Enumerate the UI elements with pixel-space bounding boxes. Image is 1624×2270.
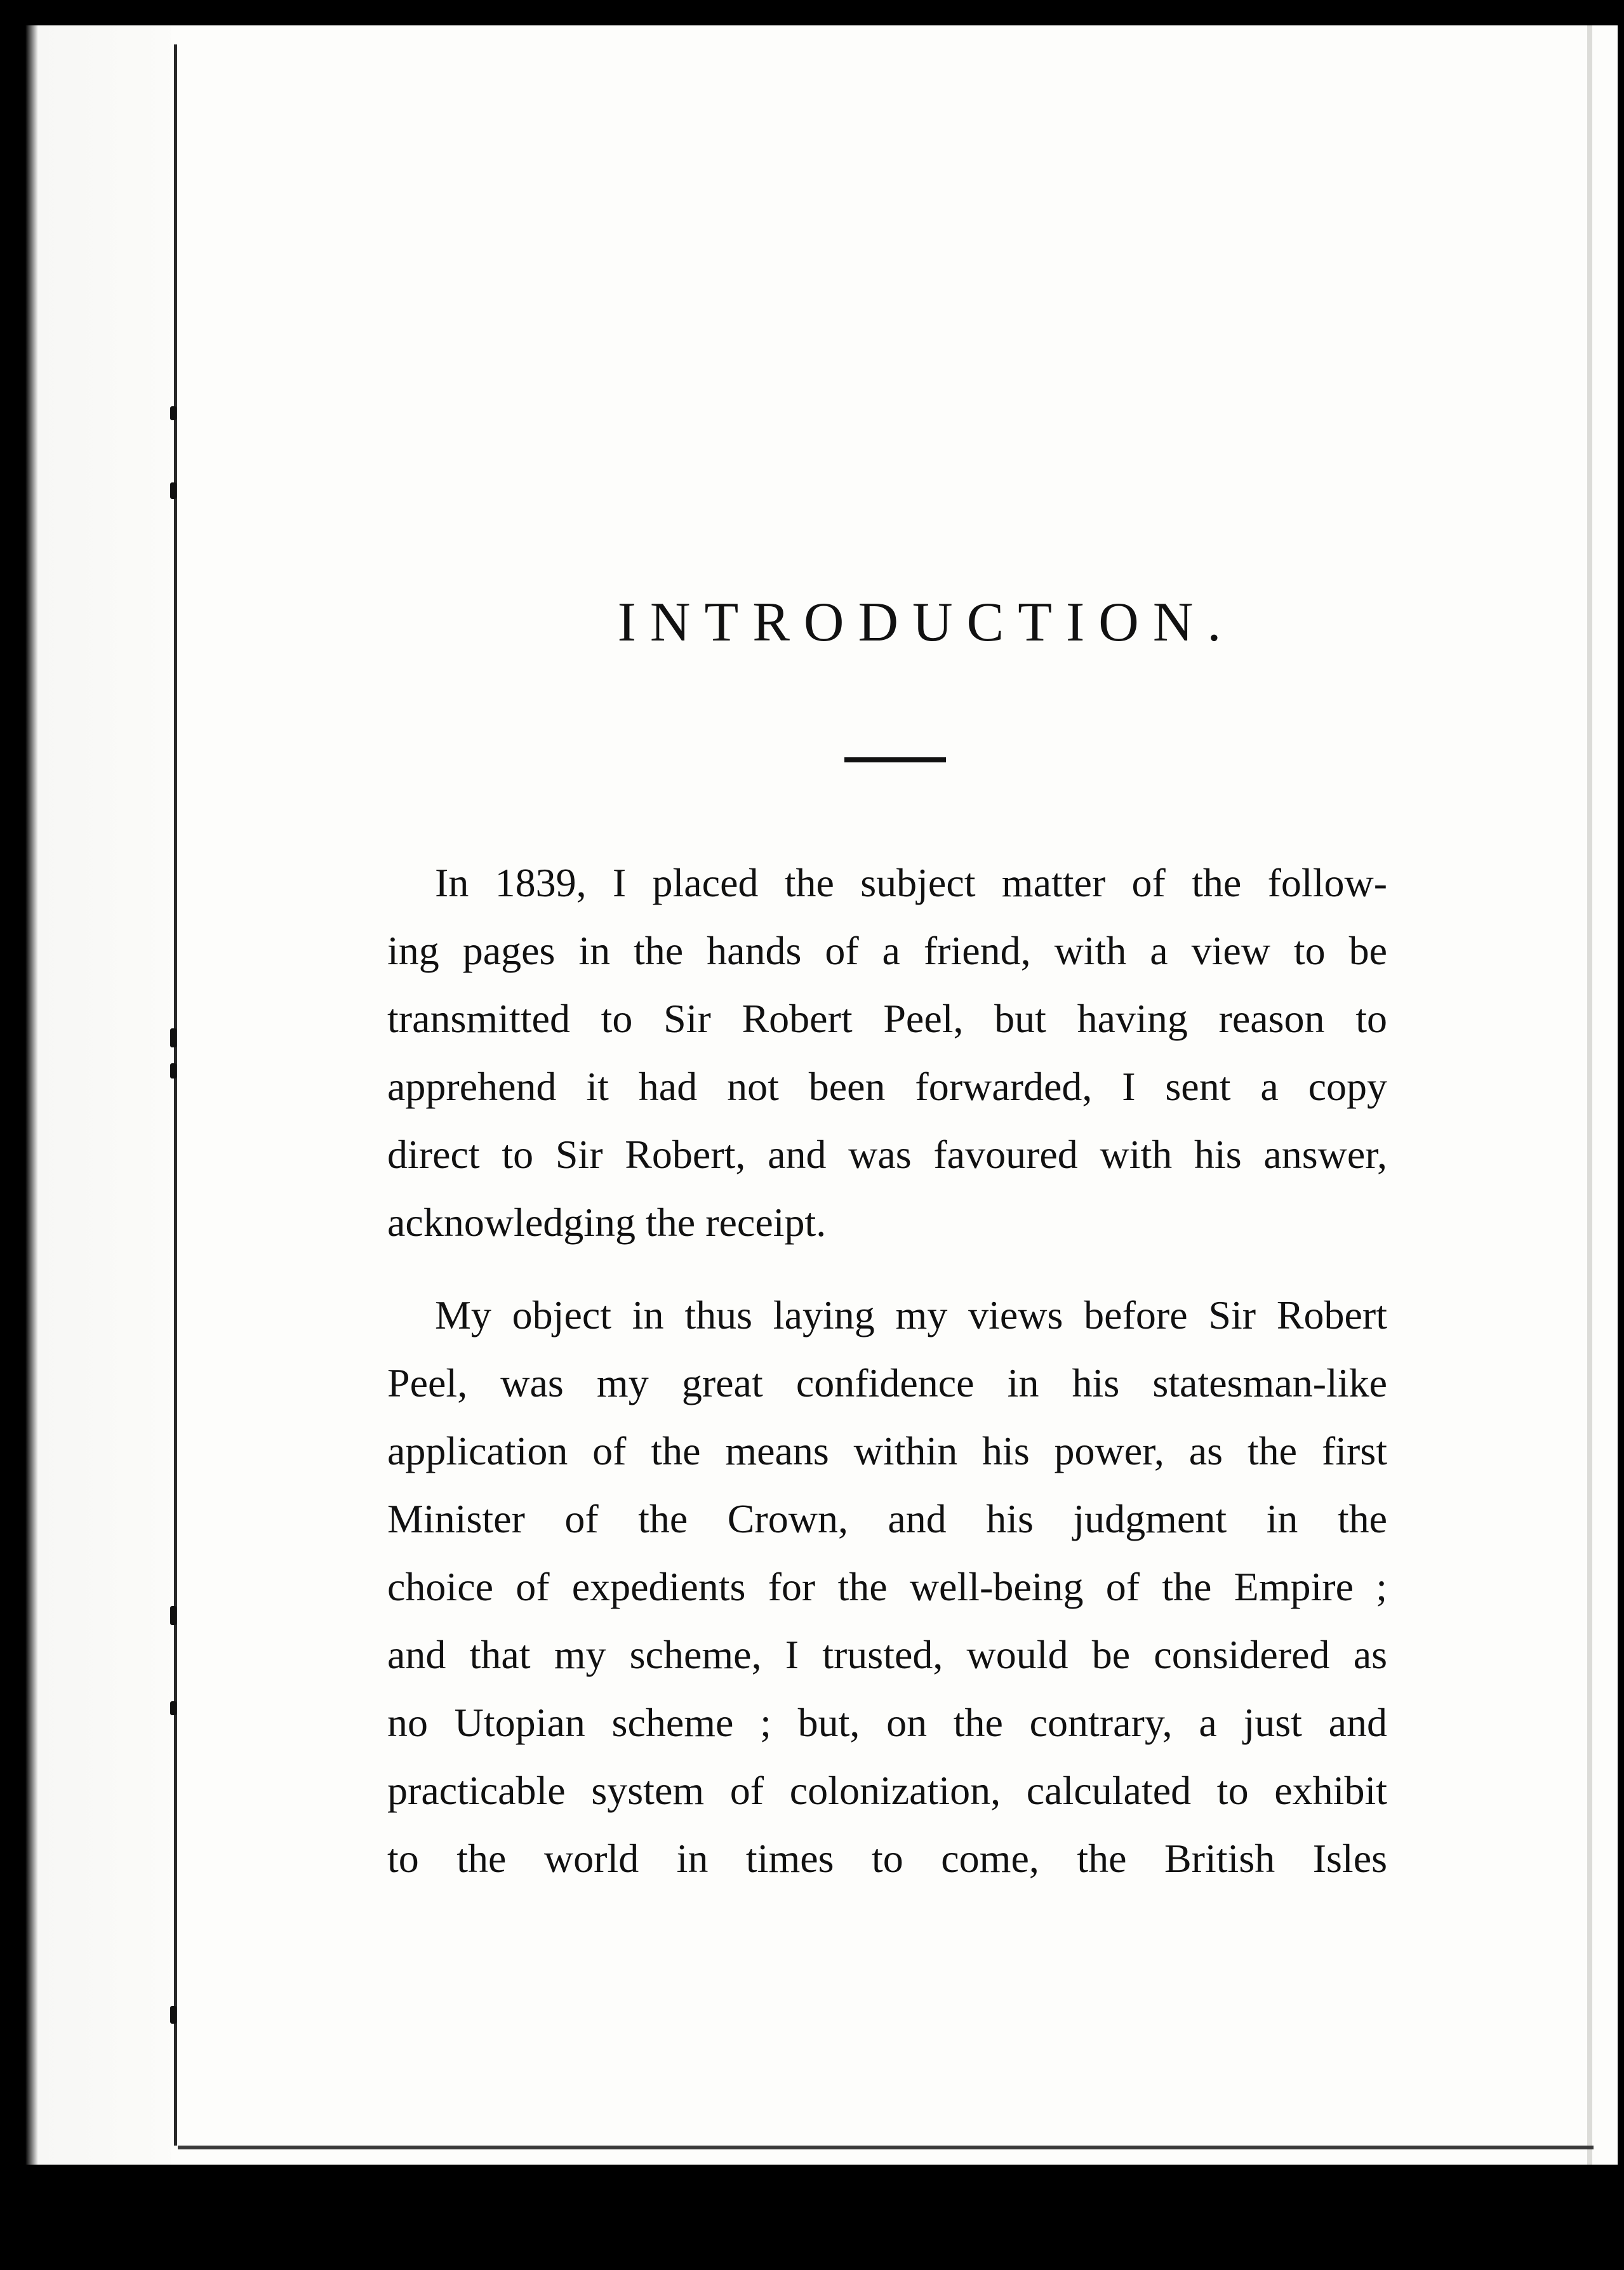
- text-line: practicable system of colonization, calculated to exhibit: [387, 1768, 1387, 1813]
- paragraph-1: [387, 849, 1387, 1256]
- text-line: no Utopian scheme ; but, on the contrary, a just and: [387, 1700, 1387, 1745]
- page-heading: INTRODUCTION.: [617, 592, 1235, 653]
- text-line: Minister of the Crown, and his judgment in the: [387, 1496, 1387, 1541]
- page-gutter: [0, 25, 190, 2165]
- heading-rule: [844, 757, 946, 762]
- binding-mark: [170, 2006, 176, 2024]
- binding-mark: [170, 482, 176, 499]
- page-right-edge: [1587, 25, 1592, 2165]
- text-line: acknowledging the receipt.: [387, 1200, 827, 1245]
- text-line: apprehend it had not been forwarded, I sent a copy: [387, 1064, 1387, 1109]
- binding-mark: [170, 1701, 176, 1715]
- binding-mark: [170, 1606, 176, 1625]
- binding-edge: [174, 44, 177, 2146]
- scan-border-bottom: [0, 2165, 1624, 2270]
- text-line: choice of expedients for the well-being of the Empire ;: [387, 1564, 1387, 1609]
- paragraph-2: [387, 1281, 1387, 1892]
- text-line: Peel, was my great confidence in his statesman-like: [387, 1360, 1387, 1405]
- text-line: direct to Sir Robert, and was favoured with his answer,: [387, 1132, 1387, 1177]
- text-line: to the world in times to come, the British Isles: [387, 1836, 1387, 1881]
- text-line: transmitted to Sir Robert Peel, but having reason to: [387, 996, 1387, 1041]
- page-bottom-edge: [178, 2146, 1594, 2149]
- text-line: My object in thus laying my views before Sir Robert: [435, 1292, 1387, 1337]
- text-line: ing pages in the hands of a friend, with a view to be: [387, 928, 1387, 973]
- binding-mark: [170, 406, 176, 420]
- binding-mark: [170, 1028, 176, 1047]
- binding-mark: [170, 1063, 176, 1079]
- text-line: application of the means within his power, as the first: [387, 1428, 1387, 1473]
- text-line: In 1839, I placed the subject matter of the follow-: [435, 860, 1387, 905]
- text-line: and that my scheme, I trusted, would be considered as: [387, 1632, 1387, 1677]
